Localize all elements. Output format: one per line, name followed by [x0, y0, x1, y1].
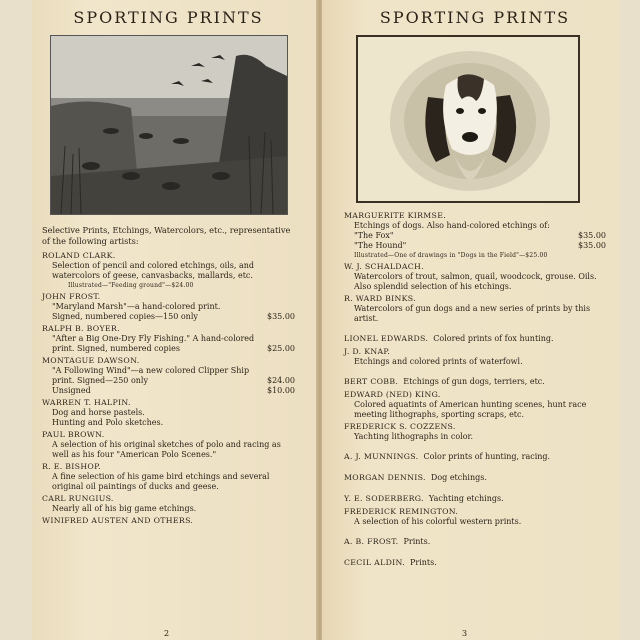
artist-description: Prints. — [410, 558, 437, 567]
artist-description: Prints. — [403, 537, 431, 546]
artist-description: Watercolors of trout, salmon, quail, woodcock, grouse. Oils. Also splendid selection of his etchings. — [354, 272, 597, 291]
artist-name: MONTAGUE DAWSON. — [42, 356, 140, 365]
print-title: "The Fox" — [354, 231, 394, 240]
left-header: SPORTING PRINTS — [73, 8, 264, 27]
artist-name: MARGUERITE KIRMSE. — [344, 211, 446, 220]
entry-roland-clark — [42, 251, 295, 290]
entry-lionel-edwards — [344, 326, 606, 345]
artist-description: "Maryland Marsh"—a hand-colored print. — [52, 302, 221, 311]
artist-description: Selection of pencil and colored etchings, oils, and watercolors of geese, canvasbacks, mallards, etc. — [52, 261, 254, 280]
dog-portrait-illustration — [356, 35, 580, 203]
illustration-note: Illustrated—"Feeding ground"—$24.00 — [68, 282, 194, 289]
artist-description: Yachting etchings. — [428, 494, 504, 503]
artist-name: CECIL ALDIN. — [344, 558, 405, 567]
artist-name: R. WARD BINKS. — [344, 294, 416, 303]
entry-bert-cobb — [344, 369, 606, 388]
price-row — [344, 241, 606, 251]
entry-john-frost — [42, 292, 295, 322]
entry-remington — [344, 507, 606, 527]
price-label: print. Signed—250 only — [52, 376, 148, 385]
price-label: Signed, numbered copies—150 only — [52, 312, 198, 321]
price: $24.00 — [267, 376, 295, 385]
duck-marsh-illustration — [50, 35, 288, 215]
price: $25.00 — [267, 344, 295, 353]
artist-name: JOHN FROST. — [42, 292, 101, 301]
artist-description: "A Following Wind"—a new colored Clipper Ship — [52, 366, 250, 375]
artist-description: Yachting lithographs in color. — [354, 432, 474, 441]
illustration-note: Illustrated—One of drawings in "Dogs in the Field"—$25.00 — [354, 252, 548, 259]
artist-description: A fine selection of his game bird etchings and several original oil paintings of ducks and geese. — [52, 472, 270, 491]
artist-description: Nearly all of his big game etchings. — [52, 504, 197, 513]
print-title: "The Hound" — [354, 241, 407, 250]
right-page — [322, 0, 620, 640]
right-header: SPORTING PRINTS — [379, 8, 571, 27]
artist-description: Hunting and Polo sketches. — [52, 418, 164, 427]
entry-cozzens — [344, 422, 606, 442]
intro-text: Selective Prints, Etchings, Watercolors, etc., representative of the following artists: — [42, 225, 291, 246]
artist-name: CARL RUNGIUS. — [42, 494, 114, 503]
artist-description: Etchings of dogs. Also hand-colored etchings of: — [354, 221, 550, 230]
artist-name: R. E. BISHOP. — [42, 462, 101, 471]
entry-morgan-dennis — [344, 465, 606, 484]
artist-description: A selection of his original sketches of polo and racing as well as his four "American Polo Scenes." — [52, 440, 281, 459]
entry-munnings — [344, 444, 606, 463]
entry-carl-rungius — [42, 494, 295, 514]
artist-description: Etchings of gun dogs, terriers, etc. — [403, 377, 545, 386]
artist-name: A. J. MUNNINGS. — [344, 452, 419, 461]
price-row-unsigned — [42, 386, 295, 396]
duck-marsh-drawing — [51, 36, 287, 214]
entry-soderberg — [344, 486, 606, 505]
entry-re-bishop — [42, 462, 295, 492]
entry-schaldach — [344, 262, 606, 292]
artist-name: EDWARD (NED) KING. — [344, 390, 441, 399]
artist-name: MORGAN DENNIS. — [344, 473, 426, 482]
entry-ward-binks — [344, 294, 606, 324]
price: $35.00 — [267, 312, 295, 321]
dog-portrait-drawing — [358, 37, 578, 201]
artist-description: Colored prints of fox hunting. — [433, 334, 554, 343]
artist-description: "After a Big One-Dry Fly Fishing." A hand-colored print. Signed, numbered copies — [52, 334, 255, 353]
artist-name: PAUL BROWN. — [42, 430, 105, 439]
artist-description: A selection of his colorful western prints. — [354, 517, 522, 526]
page-number: 3 — [462, 629, 468, 638]
page-number: 2 — [164, 629, 170, 638]
entry-paul-brown — [42, 430, 295, 460]
artist-name: WINIFRED AUSTEN AND OTHERS. — [42, 516, 194, 525]
price-row — [42, 376, 295, 386]
left-page — [32, 0, 317, 640]
entry-ralph-boyer — [42, 324, 295, 354]
artist-name: BERT COBB. — [344, 377, 399, 386]
artist-description: Dog and horse pastels. — [52, 408, 145, 417]
artist-name: LIONEL EDWARDS. — [344, 334, 429, 343]
artist-name: RALPH B. BOYER. — [42, 324, 120, 333]
entry-warren-halpin — [42, 398, 295, 428]
price: $10.00 — [267, 386, 295, 395]
artist-name: FREDERICK S. COZZENS. — [344, 422, 456, 431]
artist-name: J. D. KNAP. — [344, 347, 391, 356]
artist-description: Etchings and colored prints of waterfowl. — [354, 357, 523, 366]
artist-name: Y. E. SODERBERG. — [344, 494, 424, 503]
artist-name: A. B. FROST. — [344, 537, 399, 546]
entry-marguerite-kirmse — [344, 211, 606, 260]
entry-ab-frost — [344, 529, 606, 548]
price-row — [344, 231, 606, 241]
artist-name: ROLAND CLARK. — [42, 251, 116, 260]
entry-winifred-austen — [42, 516, 295, 526]
entry-jd-knap — [344, 347, 606, 367]
price: $35.00 — [578, 231, 606, 240]
price: $35.00 — [578, 241, 606, 250]
artist-description: Dog etchings. — [430, 473, 487, 482]
artist-description: Watercolors of gun dogs and a new series of prints by this artist. — [354, 304, 591, 323]
artist-description: Color prints of hunting, racing. — [423, 452, 551, 461]
artist-name: FREDERICK REMINGTON. — [344, 507, 459, 516]
entry-ned-king — [344, 390, 606, 420]
price-row — [42, 312, 295, 322]
artist-description: Colored aquatints of American hunting scenes, hunt race meeting lithographs, sporting scraps, etc. — [354, 400, 587, 419]
artist-name: W. J. SCHALDACH. — [344, 262, 424, 271]
entry-cecil-aldin — [344, 550, 606, 569]
price-label: Unsigned — [52, 386, 91, 395]
artist-name: WARREN T. HALPIN. — [42, 398, 131, 407]
price-row — [42, 334, 295, 354]
entry-montague-dawson — [42, 356, 295, 396]
